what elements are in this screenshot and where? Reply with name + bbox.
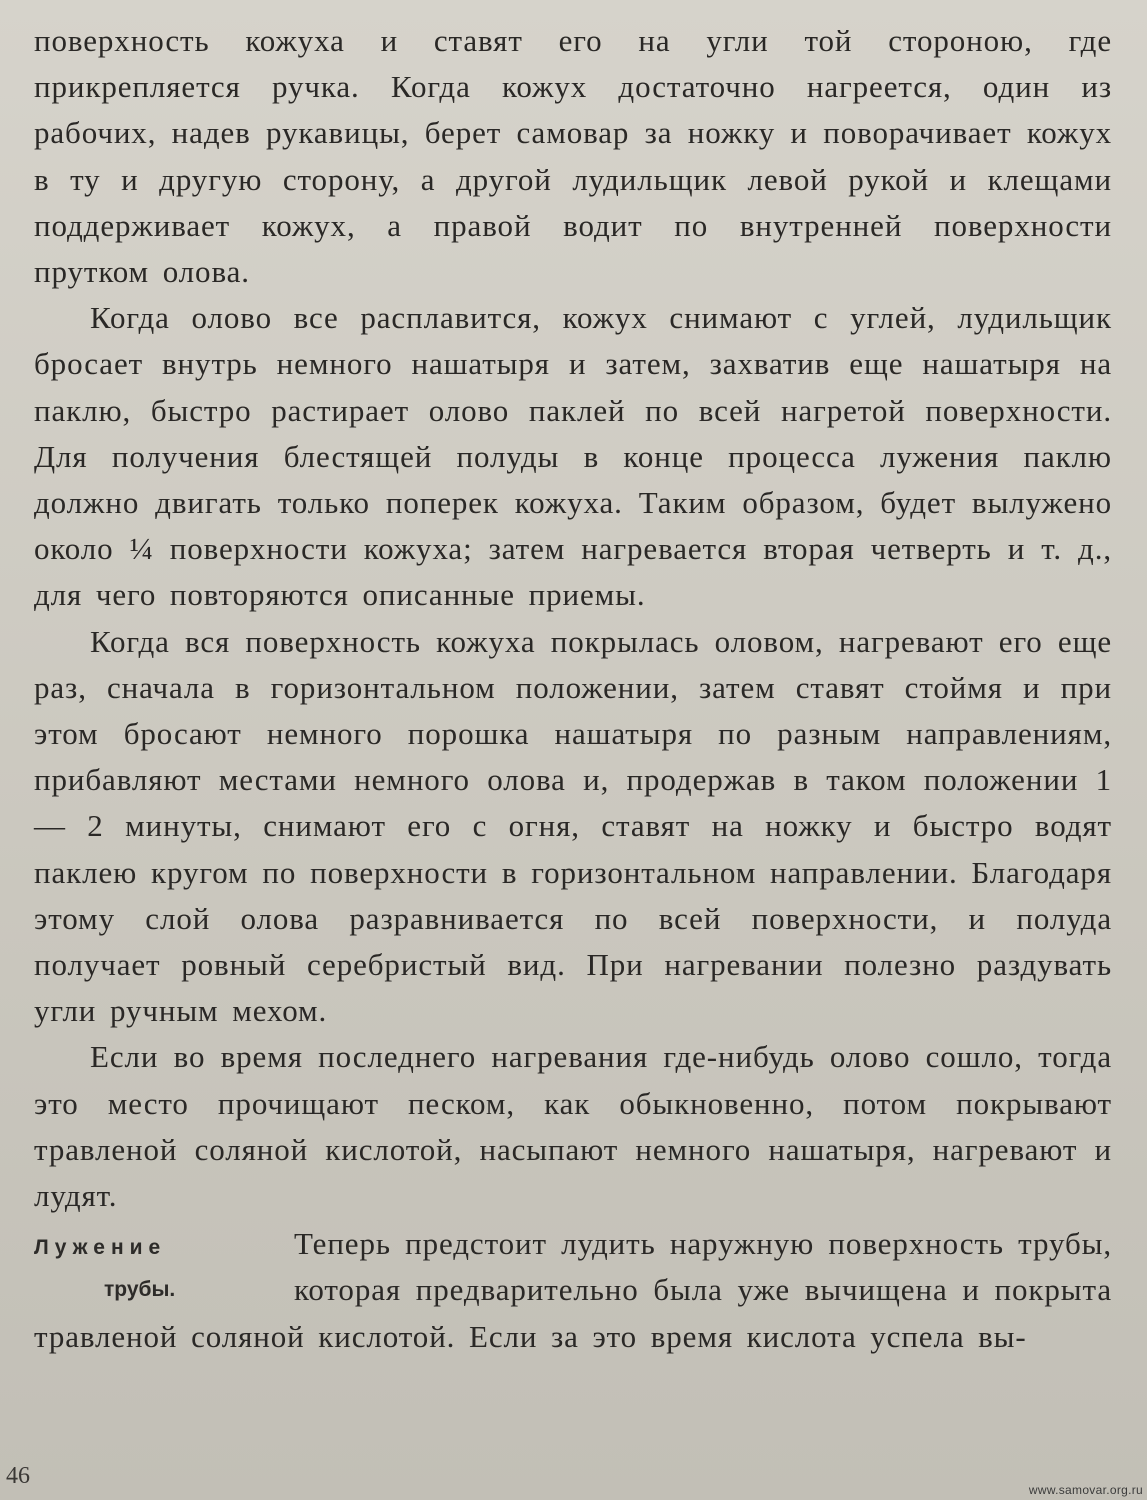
site-watermark: www.samovar.org.ru	[1028, 1483, 1143, 1497]
side-heading-line-1: Лужение	[34, 1236, 167, 1260]
paragraph-2: Когда олово все расплавится, кожух снимают с углей, лудильщик бросает внутрь немного нашатыря и затем, захватив еще нашатыря на паклю, быстро растирает олово паклей по всей нагретой поверхности. Для получения блестящей полуды в конце процесса лужения паклю должно двигать только поперек кожуха. Таким образом, будет вылужено около ¼ поверхности кожуха; затем нагревается вторая четверть и т. д., для чего повторяются описанные приемы.	[34, 300, 1112, 613]
paragraph-3: Когда вся поверхность кожуха покрылась оловом, нагревают его еще раз, сначала в горизонтальном положении, затем ставят стоймя и при этом бросают немного порошка нашатыря по разным направлениям, прибавляют местами немного олова и, продержав в таком положении 1 — 2 минуты, снимают его с огня, ставят на ножку и быстро водят паклею кругом по поверхности в горизонтальном направлении. Благодаря этому слой олова разравнивается по всей поверхности, и полуда получает ровный серебристый вид. При нагревании полезно раздувать угли ручным мехом.	[34, 623, 1112, 1029]
paragraph-1: поверхность кожуха и ставят его на угли той стороною, где прикрепляется ручка. Когда кожух достаточно нагреется, один из рабочих, надев рукавицы, берет самовар за ножку и поворачивает кожух в ту и другую сторону, а другой лудильщик левой рукой и клещами поддерживает кожух, а правой водит по внутренней поверхности прутком олова.	[34, 23, 1112, 290]
section-paragraph: Теперь предстоит лудить наружную поверхность трубы, которая предварительно была уже вычищена и покрыта травленой соляной кислотой. Если за это время кислота успела вы-	[34, 1226, 1112, 1354]
section-tinning-pipe	[34, 1221, 1112, 1360]
book-page	[34, 18, 1112, 1488]
side-heading-line-2: трубы.	[104, 1278, 176, 1302]
side-heading	[34, 1227, 284, 1311]
paragraph-4: Если во время последнего нагревания где-нибудь олово сошло, тогда это место прочищают песком, как обыкновенно, потом покрывают травленой соляной кислотой, насыпают немного нашатыря, нагревают и лудят.	[34, 1039, 1112, 1214]
page-number: 46	[6, 1463, 30, 1489]
